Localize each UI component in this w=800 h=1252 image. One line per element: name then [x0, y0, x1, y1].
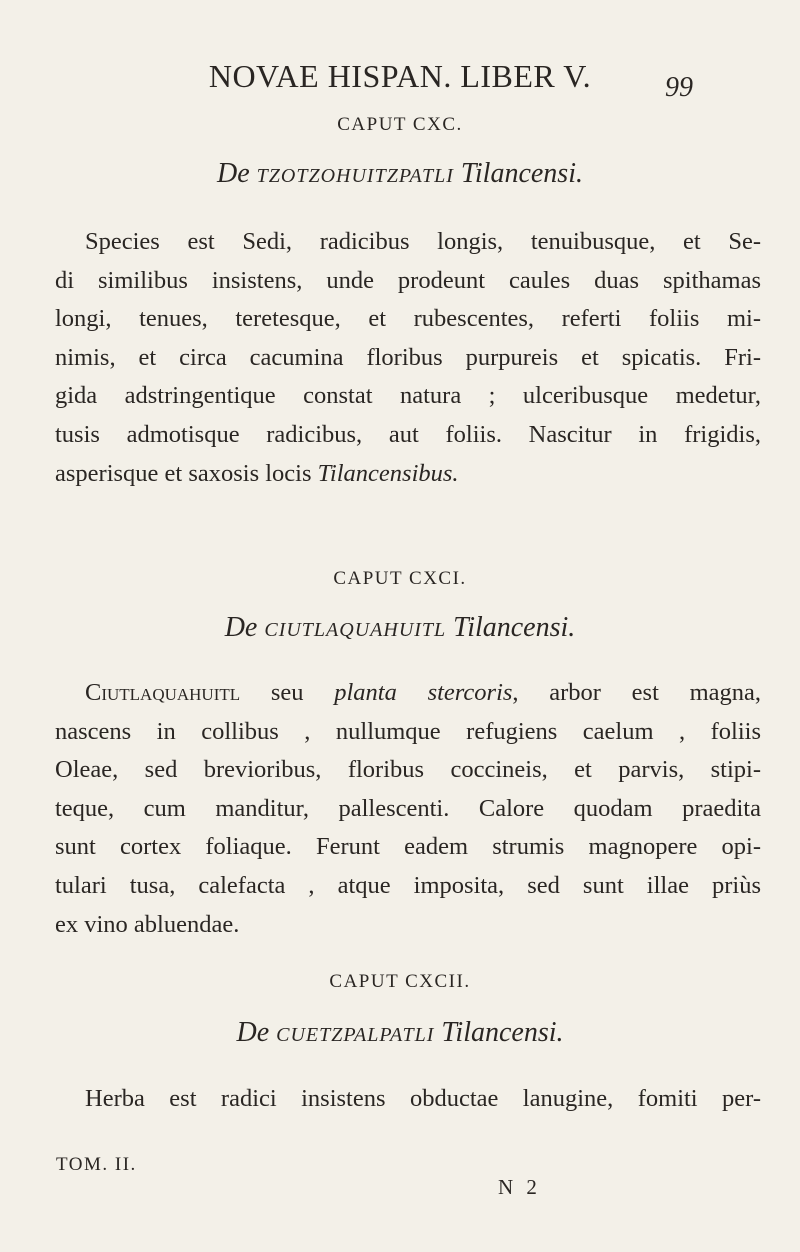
italic-phrase: planta stercoris [334, 679, 513, 706]
title-de: De [224, 612, 258, 643]
text-line: teque, cum manditur, pallescenti. Calore quodam praedita [55, 794, 761, 822]
title-place: Tilancensi. [460, 158, 583, 189]
text-line: longi, tenues, teretesque, et rubescentes, referti foliis mi- [55, 305, 761, 333]
lead-word: Ciutlaquahuitl [85, 679, 241, 706]
title-de: De [236, 1017, 270, 1048]
italic-place: Tilancensibus. [317, 459, 459, 487]
text-line-last: ex vino abluendae. [55, 910, 240, 938]
page-number: 99 [665, 72, 693, 103]
text-line: sunt cortex foliaque. Ferunt eadem strumis magnopere opi- [55, 833, 761, 861]
title-plant-name: TZOTZOHUITZPATLI [256, 165, 454, 187]
chapter-heading-cxci: CAPUT CXCI. [333, 568, 467, 589]
title-place: Tilancensi. [453, 612, 576, 643]
title-place: Tilancensi. [441, 1017, 564, 1048]
chapter-title-cxc [0, 158, 800, 190]
text-line: tulari tusa, calefacta , atque imposita, sed sunt illae priùs [55, 871, 761, 899]
text-line: tusis admotisque radicibus, aut foliis. Nascitur in frigidis, [55, 420, 761, 448]
text-line-last: asperisque et saxosis locis Tilancensibus. [55, 459, 459, 487]
paragraph-cxci [55, 674, 761, 944]
text-line: nimis, et circa cacumina floribus purpureis et spicatis. Fri- [55, 343, 761, 371]
signature-mark: N 2 [498, 1175, 541, 1199]
title-de: De [217, 158, 250, 189]
volume-marker: TOM. II. [56, 1154, 137, 1175]
text-line-first: Ciutlaquahuitl seu planta stercoris, arbor est magna, [85, 679, 762, 706]
text-line: nascens in collibus , nullumque refugiens caelum , foliis [55, 717, 761, 745]
chapter-title-cxcii [0, 1017, 800, 1049]
paragraph-cxc [55, 223, 761, 493]
text-line: Species est Sedi, radicibus longis, tenuibusque, et Se- [85, 228, 761, 255]
title-plant-name: CIUTLAQUAHUITL [264, 619, 447, 641]
chapter-heading-cxc: CAPUT CXC. [337, 114, 463, 135]
text-line: di similibus insistens, unde prodeunt caules duas spithamas [55, 266, 761, 294]
text-line: Herba est radici insistens obductae lanugine, fomiti per- [85, 1085, 761, 1112]
chapter-title-cxci [0, 612, 800, 644]
paragraph-cxcii [55, 1080, 761, 1119]
chapter-heading-cxcii: CAPUT CXCII. [329, 971, 471, 992]
title-plant-name: CUETZPALPATLI [276, 1024, 435, 1046]
text-line: Oleae, sed brevioribus, floribus coccineis, et parvis, stipi- [55, 756, 761, 784]
running-head: NOVAE HISPAN. LIBER V. [208, 58, 592, 94]
text-line: gida adstringentique constat natura ; ulceribusque medetur, [55, 382, 761, 410]
